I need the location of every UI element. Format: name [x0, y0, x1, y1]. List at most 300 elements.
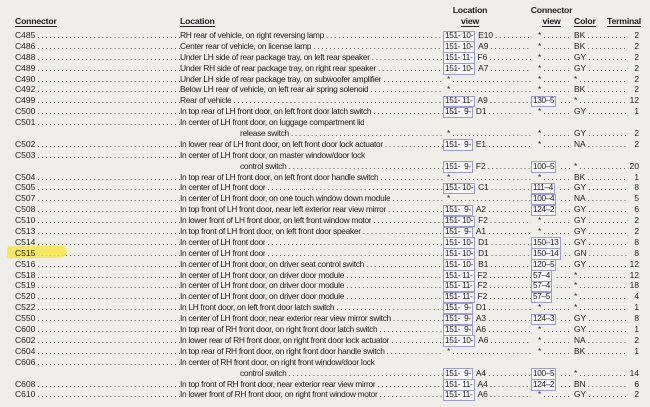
dot-leader — [35, 182, 180, 193]
dot-leader — [344, 291, 443, 302]
dot-leader — [265, 182, 443, 193]
connector-view-cell — [531, 172, 572, 183]
color-code: * — [574, 367, 578, 378]
color-cell — [572, 368, 627, 379]
connector-id: C514 — [15, 236, 36, 247]
dot-leader — [35, 204, 180, 215]
dot-leader — [541, 74, 572, 85]
no-connector-view-asterisk: * — [538, 226, 542, 237]
dot-leader — [35, 172, 180, 183]
location-text: In lower front of RH front door, on right front window motor — [180, 389, 378, 400]
dot-leader — [35, 106, 180, 117]
no-connector-view-asterisk: * — [538, 345, 542, 356]
location-grid-ref: A7 — [478, 62, 489, 73]
terminal-count: 8 — [634, 313, 639, 324]
dot-leader — [287, 368, 443, 379]
dot-leader — [487, 52, 531, 63]
color-code: GN — [574, 247, 587, 258]
dot-leader — [389, 335, 443, 346]
table-row — [15, 52, 641, 63]
terminal-count: 18 — [629, 280, 639, 291]
connector-id-cell — [15, 52, 180, 63]
location-cell — [180, 270, 443, 281]
dot-leader — [35, 379, 180, 390]
location-view-page-link[interactable]: 151- 9- — [445, 227, 471, 237]
connector-view-link[interactable]: 100–4 — [533, 194, 555, 204]
color-code: NA — [574, 193, 586, 204]
connector-id: C504 — [15, 171, 36, 182]
dot-leader — [586, 106, 627, 117]
location-cell — [180, 346, 443, 357]
location-view-page-link[interactable]: 151- 11- — [445, 52, 473, 62]
header-location-label: Location — [180, 15, 215, 26]
location-view-page-link[interactable]: 151- 11- — [445, 379, 473, 389]
table-row — [15, 74, 641, 85]
dot-leader — [488, 215, 531, 226]
dot-leader — [390, 193, 443, 204]
header-location-col — [180, 16, 443, 28]
color-code: GY — [574, 258, 587, 269]
dot-leader — [541, 302, 572, 313]
location-grid-ref: F2 — [477, 291, 488, 302]
location-grid-ref: A1 — [475, 226, 487, 237]
color-code: BK — [574, 40, 586, 51]
terminal-count: 2 — [634, 40, 639, 51]
location-view-page-link[interactable]: 151- 10- — [445, 335, 474, 345]
table-row — [15, 259, 641, 270]
location-view-page-link[interactable]: 151- 9- — [445, 205, 471, 215]
location-grid-ref: E1 — [475, 138, 487, 149]
location-text: Under RH side of rear package tray, on right rear speaker — [180, 62, 376, 73]
location-view-page-link[interactable]: 151- 11- — [445, 96, 473, 106]
connector-view-cell — [531, 335, 572, 346]
terminal-cell — [627, 30, 641, 41]
color-code: GY — [574, 389, 587, 400]
location-cell — [180, 52, 443, 63]
dot-leader — [487, 106, 531, 117]
location-grid-ref: A6 — [475, 324, 487, 335]
connector-view-link[interactable]: 100–5 — [533, 161, 555, 171]
color-code: GY — [574, 313, 587, 324]
location-grid-ref: C1 — [478, 182, 489, 193]
connector-view-link[interactable]: 124–3 — [533, 314, 555, 324]
dot-leader — [371, 215, 443, 226]
location-cell — [180, 313, 443, 324]
dot-leader — [586, 389, 627, 400]
connector-view-link[interactable]: 124–2 — [533, 205, 555, 215]
color-code: BN — [574, 378, 586, 389]
location-cell — [180, 291, 443, 302]
dot-leader — [541, 324, 572, 335]
connector-id-cell — [15, 204, 180, 215]
location-text-continued: control switch — [240, 160, 287, 171]
location-view-page-link[interactable]: 151- 9- — [445, 139, 471, 149]
location-text-continued: control switch — [240, 367, 287, 378]
no-connector-view-asterisk: * — [538, 334, 542, 345]
location-grid-ref: B1 — [478, 258, 489, 269]
connector-id: C488 — [15, 51, 36, 62]
no-connector-view-asterisk: * — [538, 138, 542, 149]
terminal-cell — [627, 379, 641, 390]
dot-leader — [35, 215, 180, 226]
location-grid-ref: F2 — [477, 280, 488, 291]
terminal-count: 8 — [634, 182, 639, 193]
location-cell — [180, 139, 443, 150]
connector-view-link[interactable]: 150–14 — [533, 248, 559, 258]
location-view-page-link[interactable]: 151- 11- — [445, 292, 473, 302]
connector-view-link[interactable]: 100–5 — [533, 368, 555, 378]
color-code: GY — [574, 51, 587, 62]
connector-id-cell — [15, 389, 180, 400]
terminal-count: 2 — [634, 51, 639, 62]
location-text: In center of LH front door, on driver door module — [180, 291, 345, 302]
dot-leader — [577, 368, 627, 379]
color-code: GY — [574, 62, 587, 73]
location-cell — [180, 215, 443, 226]
connector-view-link[interactable]: 57–5 — [533, 292, 551, 302]
connector-id: C513 — [15, 226, 36, 237]
connector-view-link[interactable]: 124–2 — [533, 379, 555, 389]
location-cell — [180, 259, 443, 270]
terminal-cell — [627, 106, 641, 117]
dot-leader — [558, 379, 572, 390]
color-code: GY — [574, 236, 587, 247]
terminal-count: 2 — [634, 215, 639, 226]
terminal-cell — [627, 270, 641, 281]
dot-leader — [375, 379, 443, 390]
color-code: NA — [574, 334, 586, 345]
location-view-page-link[interactable]: 151- 10- — [445, 237, 474, 247]
dot-leader — [586, 204, 627, 215]
no-connector-view-asterisk: * — [538, 389, 542, 400]
location-view-page-link[interactable]: 151- 9- — [445, 325, 471, 335]
color-code: * — [574, 302, 578, 313]
connector-id-cell — [15, 182, 180, 193]
location-view-page-link[interactable]: 151- 11- — [445, 281, 473, 291]
dot-leader — [486, 324, 531, 335]
color-cell — [572, 389, 627, 400]
connector-view-link[interactable]: 57–4 — [533, 281, 551, 291]
dot-leader — [35, 324, 180, 335]
location-grid-ref: A9 — [478, 40, 489, 51]
dot-leader — [541, 226, 572, 237]
dot-leader — [370, 52, 443, 63]
location-grid-ref: A4 — [475, 367, 487, 378]
terminal-cell — [627, 291, 641, 302]
terminal-cell — [627, 182, 641, 193]
table-header — [15, 5, 641, 27]
location-grid-ref: D1 — [475, 302, 487, 313]
dot-leader — [35, 346, 180, 357]
dot-leader — [487, 291, 531, 302]
header-location-view-line1: Location — [452, 5, 488, 15]
no-connector-view-asterisk: * — [538, 106, 542, 117]
connector-id: C608 — [15, 378, 36, 389]
color-code: * — [574, 73, 578, 84]
dot-leader — [486, 313, 531, 324]
location-view-page-link[interactable]: 151- 11- — [445, 270, 473, 280]
location-view-page-link[interactable]: 151- 10- — [445, 63, 474, 73]
table-row — [15, 226, 641, 237]
no-connector-view-asterisk: * — [538, 128, 542, 139]
location-cell — [180, 41, 443, 52]
dot-leader — [489, 237, 531, 248]
location-cell — [180, 226, 443, 237]
color-cell — [572, 270, 627, 281]
no-location-view-asterisk: * — [447, 73, 451, 84]
terminal-count: 2 — [634, 73, 639, 84]
dot-leader — [586, 324, 627, 335]
color-cell — [572, 280, 627, 291]
location-view-page-link[interactable]: 151- 10- — [445, 248, 474, 258]
dot-leader — [586, 128, 627, 139]
dot-leader — [586, 139, 627, 150]
connector-id-cell — [15, 313, 180, 324]
location-view-page-link[interactable]: 151- 10- — [445, 216, 474, 226]
terminal-count: 20 — [629, 160, 639, 171]
dot-leader — [265, 237, 443, 248]
location-text: In top front of RH front door, near exterior rear view mirror — [180, 378, 376, 389]
dot-leader — [35, 291, 180, 302]
location-text: In center of LH front door, near exterior rear view mirror switch — [180, 313, 391, 324]
terminal-cell — [627, 237, 641, 248]
dot-leader — [487, 270, 531, 281]
connector-id-cell — [15, 302, 180, 313]
dot-leader — [376, 63, 443, 74]
dot-leader — [586, 237, 627, 248]
location-cell — [180, 182, 443, 193]
color-cell — [572, 139, 627, 150]
dot-leader — [577, 74, 627, 85]
location-cell — [180, 389, 443, 400]
location-text: In lower rear of LH front door, on left front door lock actuator — [180, 138, 383, 149]
table-row — [15, 117, 641, 139]
location-text: In center of LH front door — [180, 182, 266, 193]
table-row — [15, 63, 641, 74]
no-connector-view-asterisk: * — [538, 73, 542, 84]
location-cell — [180, 280, 443, 291]
color-code: * — [574, 280, 578, 291]
dot-leader — [35, 41, 180, 52]
dot-leader — [585, 41, 627, 52]
connector-table-body — [15, 30, 641, 400]
color-code: * — [574, 269, 578, 280]
connector-view-cell — [531, 324, 572, 335]
location-view-page-link[interactable]: 151- 9- — [445, 161, 471, 171]
table-row — [15, 193, 641, 204]
connector-id: C508 — [15, 204, 36, 215]
dot-leader — [35, 30, 180, 41]
dot-leader — [35, 117, 180, 128]
connector-id: C499 — [15, 95, 36, 106]
color-cell — [572, 172, 627, 183]
dot-leader — [450, 128, 531, 139]
connector-id-cell — [15, 41, 180, 52]
no-location-view-asterisk: * — [447, 171, 451, 182]
dot-leader — [35, 52, 180, 63]
dot-leader — [557, 182, 572, 193]
location-cell — [180, 324, 443, 335]
location-view-page-link[interactable]: 151- 10- — [445, 259, 474, 269]
table-row — [15, 248, 641, 259]
location-view-page-link[interactable]: 151- 9- — [445, 368, 471, 378]
connector-id: C501 — [15, 117, 36, 128]
location-cell — [180, 74, 443, 85]
connector-id-cell — [15, 248, 180, 259]
connector-id-cell — [15, 291, 180, 302]
dot-leader — [371, 106, 443, 117]
connector-id-cell — [15, 63, 180, 74]
connector-view-link[interactable]: 150–13 — [533, 237, 559, 247]
connector-view-link[interactable]: 130–5 — [533, 96, 555, 106]
dot-leader — [541, 215, 572, 226]
terminal-cell — [627, 280, 641, 291]
connector-id: C606 — [15, 356, 36, 367]
dot-leader — [493, 30, 531, 41]
dot-leader — [541, 346, 572, 357]
header-connector-label: Connector — [15, 15, 57, 26]
location-view-page-link[interactable]: 151- 10- — [445, 183, 474, 193]
dot-leader — [541, 84, 572, 95]
connector-id-cell — [15, 324, 180, 335]
connector-id: C492 — [15, 84, 36, 95]
dot-leader — [486, 368, 531, 379]
color-cell — [572, 52, 627, 63]
terminal-cell — [627, 302, 641, 313]
dot-leader — [35, 150, 180, 161]
connector-id: C510 — [15, 215, 36, 226]
color-cell — [572, 84, 627, 95]
location-cell — [180, 84, 443, 95]
connector-view-cell — [531, 63, 572, 74]
dot-leader — [489, 248, 531, 259]
terminal-cell — [627, 161, 641, 172]
connector-id-cell — [15, 259, 180, 270]
terminal-count: 2 — [634, 128, 639, 139]
location-view-page-link[interactable]: 151- 10- — [445, 41, 474, 51]
location-cell — [180, 117, 443, 128]
dot-leader — [587, 248, 627, 259]
dot-leader — [558, 95, 572, 106]
connector-id: C503 — [15, 149, 36, 160]
dot-leader — [558, 204, 572, 215]
terminal-count: 1 — [634, 106, 639, 117]
terminal-cell — [627, 139, 641, 150]
color-code: * — [574, 160, 578, 171]
terminal-count: 12 — [629, 95, 639, 106]
color-cell — [572, 313, 627, 324]
no-connector-view-asterisk: * — [538, 84, 542, 95]
location-view-page-link[interactable]: 151- 11- — [445, 390, 473, 400]
connector-view-cell — [531, 84, 572, 95]
terminal-cell — [627, 193, 641, 204]
terminal-cell — [627, 248, 641, 259]
color-cell — [572, 161, 627, 172]
dot-leader — [585, 84, 627, 95]
terminal-cell — [627, 95, 641, 106]
color-cell — [572, 63, 627, 74]
table-row — [15, 84, 641, 95]
location-text: In center of RH front door, on right front window/door lock — [180, 356, 375, 367]
table-row — [15, 30, 641, 41]
color-code: * — [574, 95, 578, 106]
location-view-page-link[interactable]: 151- 10- — [445, 31, 474, 40]
dot-leader — [586, 313, 627, 324]
dot-leader — [450, 74, 531, 85]
dot-leader — [558, 193, 572, 204]
color-cell — [572, 226, 627, 237]
location-view-page-link[interactable]: 151- 9- — [445, 107, 471, 117]
connector-view-link[interactable]: 120–5 — [533, 259, 555, 269]
color-code: GY — [574, 182, 587, 193]
dot-leader — [35, 313, 180, 324]
terminal-count: 12 — [629, 258, 639, 269]
color-cell — [572, 379, 627, 390]
connector-id: C550 — [15, 313, 36, 324]
connector-id: C518 — [15, 269, 36, 280]
connector-id-cell — [15, 74, 180, 85]
dot-leader — [558, 368, 572, 379]
connector-id-cell — [15, 335, 180, 346]
location-cell — [180, 357, 443, 368]
no-location-view-asterisk: * — [447, 84, 451, 95]
color-cell — [572, 215, 627, 226]
header-terminal-label: Terminal — [607, 15, 641, 26]
dot-leader — [35, 357, 180, 368]
connector-view-link[interactable]: 57–4 — [533, 270, 551, 280]
location-view-page-link[interactable]: 151- 9- — [445, 314, 471, 324]
dot-leader — [488, 41, 531, 52]
connector-id-cell — [15, 95, 180, 106]
location-text: Below LH rear of vehicle, on left rear air spring solenoid — [180, 84, 369, 95]
no-connector-view-asterisk: * — [538, 51, 542, 62]
location-text: In top rear of LH front door, on left front door handle switch — [180, 171, 379, 182]
location-text: Under LH side of rear package tray, on left rear speaker — [180, 51, 370, 62]
connector-id: C522 — [15, 302, 36, 313]
color-cell — [572, 95, 627, 106]
color-cell — [572, 74, 627, 85]
dot-leader — [585, 172, 627, 183]
location-cell — [180, 106, 443, 117]
terminal-cell — [627, 128, 641, 139]
dot-leader — [265, 248, 443, 259]
table-row — [15, 379, 641, 390]
connector-view-link[interactable]: 111–4 — [533, 183, 554, 193]
table-row — [15, 237, 641, 248]
connector-id-cell — [15, 357, 180, 368]
terminal-cell — [627, 84, 641, 95]
table-row — [15, 302, 641, 313]
terminal-count: 1 — [634, 302, 639, 313]
connector-view-cell — [531, 215, 572, 226]
connector-id: C502 — [15, 138, 36, 149]
dot-leader — [344, 270, 443, 281]
location-view-page-link[interactable]: 151- 9- — [445, 303, 471, 313]
location-view-cell — [443, 74, 531, 85]
location-text: Under LH side of rear package tray, on subwoofer amplifier — [180, 73, 382, 84]
dot-leader — [289, 128, 443, 139]
header-location-view-line2: view — [460, 15, 480, 26]
dot-leader — [361, 226, 443, 237]
location-grid-ref: A4 — [477, 378, 488, 389]
terminal-count: 12 — [629, 269, 639, 280]
table-row — [15, 150, 641, 172]
dot-leader — [577, 161, 627, 172]
no-connector-view-asterisk: * — [538, 302, 542, 313]
dot-leader — [541, 106, 572, 117]
terminal-cell — [627, 335, 641, 346]
location-grid-ref: F6 — [477, 51, 488, 62]
